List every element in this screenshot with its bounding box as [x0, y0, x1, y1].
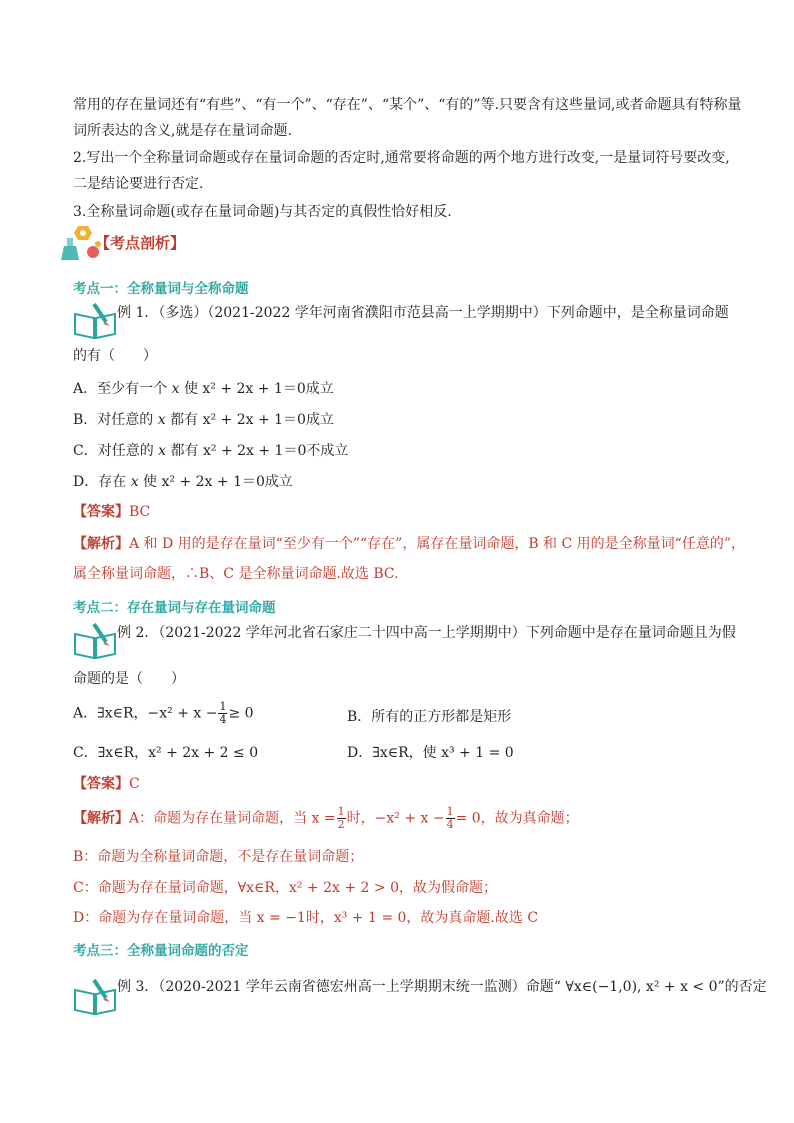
analysis-1-line-2: 属全称量词命题，∴B、C 是全称量词命题.故选 BC.: [73, 566, 399, 582]
answer-2: 【答案】C: [73, 776, 140, 792]
book-icon: [72, 620, 118, 660]
analysis-2-a: 【解析】A：命题为存在量词命题，当 x = $\frac{1}{2}$ 时，−x² + x − $\frac{1}{4}$ = 0，故为真命题；: [73, 805, 579, 831]
answer-1: 【答案】BC: [73, 504, 151, 520]
example-3-line-1: 例 3．（2020-2021 学年云南省德宏州高一上学期期末统一监测）命题“ ∀x∈(−1,0), x² + x < 0”的否定: [117, 979, 767, 995]
analysis-1-line-1: 【解析】A 和 D 用的是存在量词“至少有一个”“存在”，属存在量词命题，B 和 C 用的是全称量词“任意的”，: [73, 536, 745, 552]
example-2-line-2: 命题的是（ ）: [73, 671, 185, 687]
example-1-line-2: 的有（ ）: [73, 348, 157, 364]
option-2d: D．∃x∈R，使 x³ + 1 = 0: [347, 745, 514, 761]
intro-line-1: 常用的存在量词还有“有些”、“有一个”、“存在”、“某个”、“有的”等.只要含有这些量词,或者命题具有特称量: [73, 97, 742, 113]
intro-line-5: 3.全称量词命题(或存在量词命题)与其否定的真假性恰好相反.: [73, 204, 452, 220]
section-1-heading: 考点一：全称量词与全称命题: [73, 281, 249, 297]
analysis-2-b: B：命题为全称量词命题，不是存在量词命题；: [73, 849, 364, 865]
example-1-line-1: 例 1．（多选）（2021-2022 学年河南省濮阳市范县高一上学期期中）下列命题中，是全称量词命题: [117, 305, 729, 321]
analysis-2-c: C：命题为存在量词命题，∀x∈R，x² + 2x + 2 > 0，故为假命题；: [73, 880, 497, 896]
option-c: C．对任意的 x 都有 x² + 2x + 1＝0不成立: [73, 443, 349, 459]
example-2-line-1: 例 2．（2021-2022 学年河北省石家庄二十四中高一上学期期中）下列命题中是存在量词命题且为假: [117, 625, 736, 641]
book-icon: [72, 300, 118, 340]
intro-line-3: 2.写出一个全称量词命题或存在量词命题的否定时,通常要将命题的两个地方进行改变,一是量词符号要改变,: [73, 150, 730, 166]
intro-line-4: 二是结论要进行否定.: [73, 176, 204, 192]
section-3-heading: 考点三：全称量词命题的否定: [73, 943, 249, 959]
option-d: D．存在 x 使 x² + 2x + 1＝0成立: [73, 474, 293, 490]
option-2c: C．∃x∈R，x² + 2x + 2 ≤ 0: [73, 745, 259, 761]
book-icon: [72, 976, 118, 1016]
option-b: B．对任意的 x 都有 x² + 2x + 1＝0成立: [73, 412, 334, 428]
option-2a: A．∃x∈R，−x² + x − $\frac{1}{4}$ ≥ 0: [73, 700, 254, 726]
option-a: A．至少有一个 x 使 x² + 2x + 1＝0成立: [73, 381, 334, 397]
section-2-heading: 考点二：存在量词与存在量词命题: [73, 600, 276, 616]
option-2b: B．所有的正方形都是矩形: [347, 709, 512, 725]
banner-title: 【考点剖析】: [95, 234, 186, 252]
intro-line-2: 词所表达的含义,就是存在量词命题.: [73, 123, 292, 139]
analysis-2-d: D：命题为存在量词命题，当 x = −1时，x³ + 1 = 0，故为真命题.故选 C: [73, 910, 539, 926]
